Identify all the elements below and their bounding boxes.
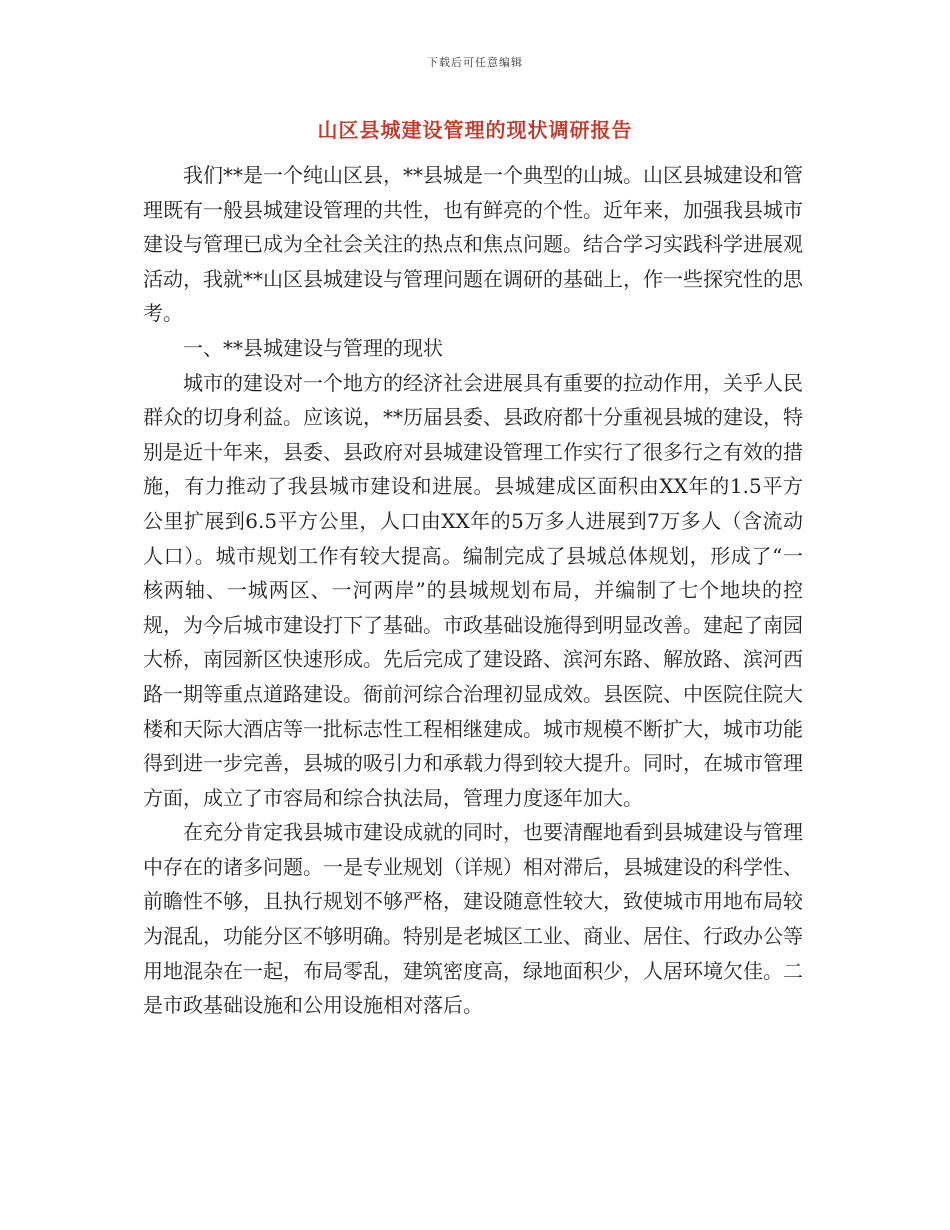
header-note: 下载后可任意编辑 xyxy=(427,56,523,69)
section-heading: 一、**县城建设与管理的现状 xyxy=(183,335,443,360)
paragraph-intro: 我们**是一个纯山区县，**县城是一个典型的山城。山区县城建设和管理既有一般县城建设管理的共性，也有鲜亮的个性。近年来，加强我县城市建设与管理已成为全社会关注的热点和焦点问题。结合学习实践科学进展观活动，我就**山区县城建设与管理问题在调研的基础上，作一些探究性的思考。 xyxy=(143,163,803,326)
document-body xyxy=(143,158,803,1023)
paragraph-current-status: 城市的建设对一个地方的经济社会进展具有重要的拉动作用，关乎人民群众的切身利益。应该说，**历届县委、县政府都十分重视县城的建设，特别是近十年来，县委、县政府对县城建设管理工作实行了很多行之有效的措施，有力推动了我县城市建设和进展。县城建成区面积由XX年的1.5平方公里扩展到6.5平方公里，人口由XX年的5万多人进展到7万多人（含流动人口）。城市规划工作有较大提高。编制完成了县城总体规划，形成了“一核两轴、一城两区、一河两岸”的县城规划布局，并编制了七个地块的控规，为今后城市建设打下了基础。市政基础设施得到明显改善。建起了南园大桥，南园新区快速形成。先后完成了建设路、滨河东路、解放路、滨河西路一期等重点道路建设。衙前河综合治理初显成效。县医院、中医院住院大楼和天际大酒店等一批标志性工程相继建成。城市规模不断扩大，城市功能得到进一步完善，县城的吸引力和承载力得到较大提升。同时，在城市管理方面，成立了市容局和综合执法局，管理力度逐年加大。 xyxy=(143,370,803,810)
document-title: 山区县城建设管理的现状调研报告 xyxy=(317,118,633,142)
paragraph-problems: 在充分肯定我县城市建设成就的同时，也要清醒地看到县城建设与管理中存在的诸多问题。一是专业规划（详规）相对滞后，县城建设的科学性、前瞻性不够，且执行规划不够严格，建设随意性较大，致使城市用地布局较为混乱，功能分区不够明确。特别是老城区工业、商业、居住、行政办公等用地混杂在一起，布局零乱，建筑密度高，绿地面积少，人居环境欠佳。二是市政基础设施和公用设施相对落后。 xyxy=(143,820,803,1018)
